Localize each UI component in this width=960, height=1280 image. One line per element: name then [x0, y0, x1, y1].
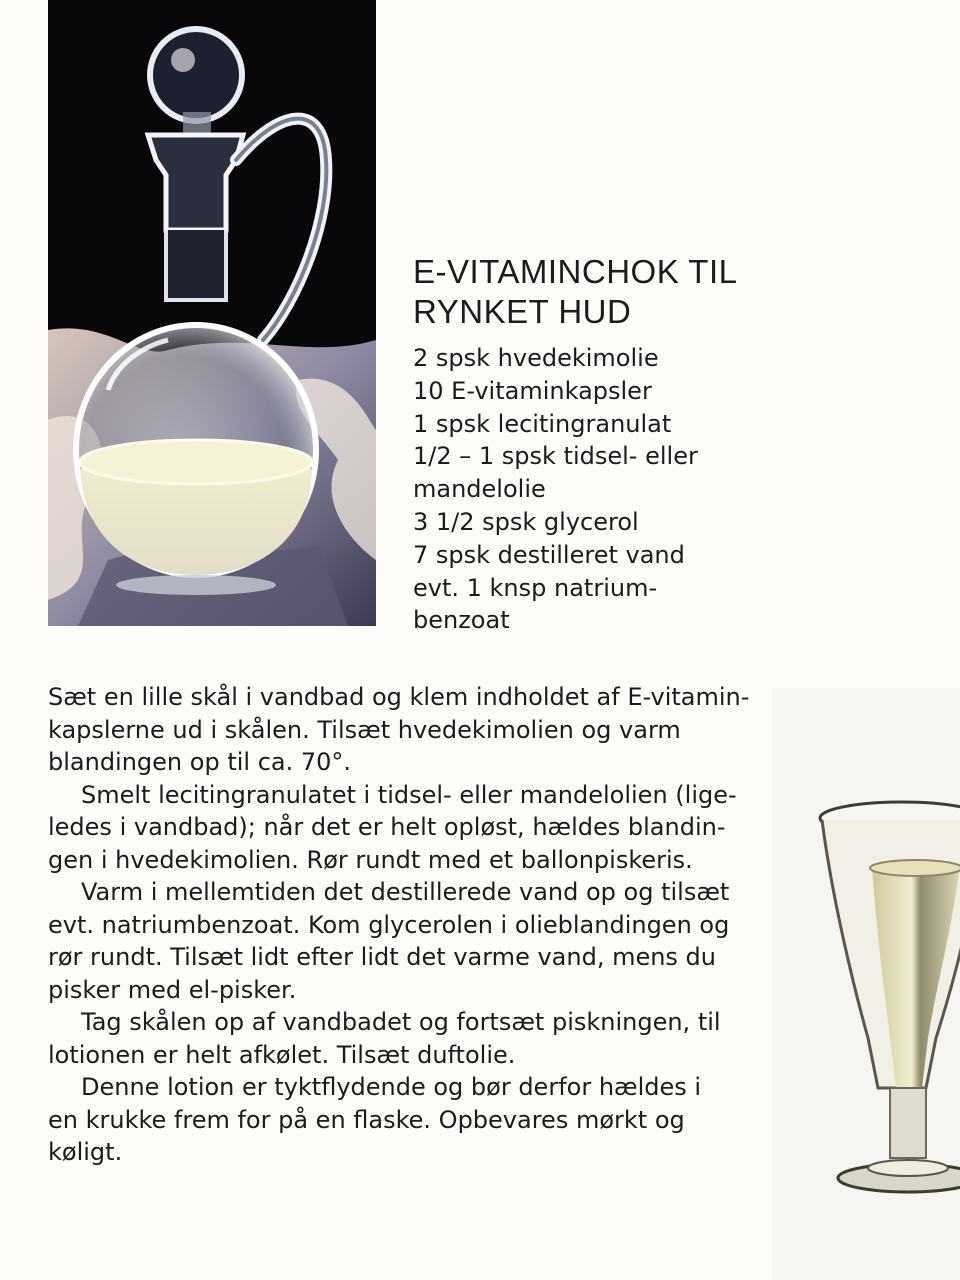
method-line: lotionen er helt afkølet. Tilsæt duftolie. — [48, 1040, 516, 1069]
glass-decanter-icon — [48, 0, 376, 626]
decanter-photo — [48, 0, 376, 626]
ingredient-item: 1 spsk lecitingranulat — [413, 409, 672, 438]
ingredient-item: 2 spsk hvedekimolie — [413, 344, 659, 372]
ingredient-item: benzoat — [413, 606, 510, 635]
method-line: Denne lotion er tyktflydende og bør derfor hældes i — [81, 1073, 702, 1101]
ingredient-item: 10 E-vitaminkapsler — [413, 376, 652, 405]
recipe-title-line: RYNKET HUD — [413, 293, 632, 330]
ingredient-item: 7 spsk destilleret vand — [413, 540, 685, 569]
ingredient-item: 1/2 – 1 spsk tidsel- eller — [413, 442, 698, 471]
ingredient-item: 3 1/2 spsk glycerol — [413, 507, 639, 536]
recipe-title-line: E-VITAMINCHOK TIL — [413, 253, 738, 290]
method-line: Tag skålen op af vandbadet og fortsæt piskningen, til — [81, 1008, 721, 1036]
method-line: pisker med el-pisker. — [48, 975, 297, 1004]
method-line: køligt. — [48, 1138, 123, 1166]
ingredient-list — [413, 342, 698, 637]
method-line: Varm i mellemtiden det destillerede vand op og tilsæt — [81, 878, 730, 906]
ingredient-item: mandelolie — [413, 475, 546, 504]
method-line: en krukke frem for på en flaske. Opbevares mørkt og — [48, 1105, 685, 1134]
method-line: ledes i vandbad); når det er helt opløst, hældes blandin- — [48, 813, 726, 841]
ingredient-item: evt. 1 knsp natrium- — [413, 573, 658, 602]
method-line: evt. natriumbenzoat. Kom glycerolen i olieblandingen og — [48, 910, 730, 939]
recipe-title — [413, 252, 833, 332]
method-text — [48, 681, 768, 1169]
glass-photo — [772, 688, 960, 1280]
method-line: blandingen op til ca. 70°. — [48, 748, 352, 776]
method-line: kapslerne ud i skålen. Tilsæt hvedekimolien og varm — [48, 715, 681, 744]
method-line: rør rundt. Tilsæt lidt efter lidt det varme vand, mens du — [48, 943, 717, 971]
method-line: gen i hvedekimolien. Rør rundt med et ballonpiskeris. — [48, 845, 693, 874]
wine-glass-icon — [772, 688, 960, 1280]
method-line: Smelt lecitingranulatet i tidsel- eller mandelolien (lige- — [81, 780, 737, 809]
method-line: Sæt en lille skål i vandbad og klem indholdet af E-vitamin- — [48, 683, 750, 711]
